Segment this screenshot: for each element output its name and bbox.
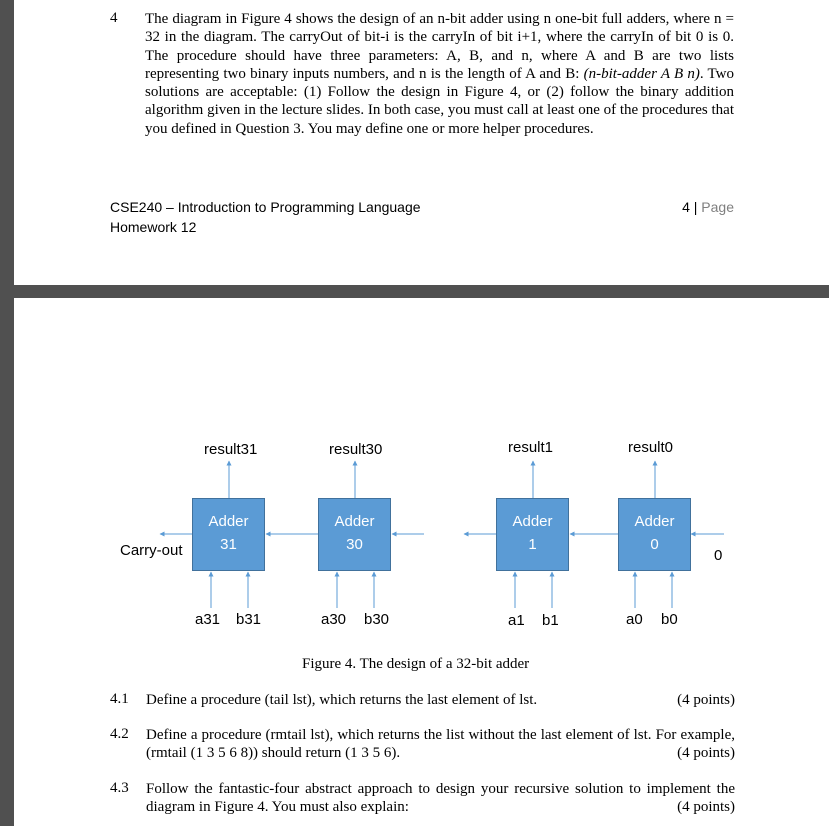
adder-block-31: [192, 498, 265, 571]
input-label-a1: a1: [508, 612, 525, 629]
subquestion-number-4-2: 4.2: [110, 726, 129, 742]
adder-name: Adder: [334, 513, 375, 530]
input-label-b0: b0: [661, 611, 678, 628]
footer-page-number: [682, 199, 734, 215]
input-label-b31: b31: [236, 611, 262, 628]
subquestion-number-4-1: 4.1: [110, 691, 129, 707]
subquestion-number-4-3: 4.3: [110, 780, 129, 796]
input-label-a30: a30: [321, 611, 347, 628]
subquestion-4-3: [146, 780, 735, 816]
subquestion-points: (4 points): [677, 692, 735, 708]
question-number: 4: [110, 10, 118, 26]
adder-diagram-wires: [14, 298, 829, 658]
result-label-31: result31: [204, 441, 258, 458]
input-label-b1: b1: [542, 612, 559, 629]
adder-name: Adder: [208, 513, 249, 530]
adder-name: Adder: [512, 513, 553, 530]
subquestion-4-1: [146, 691, 735, 709]
footer-homework: Homework 12: [110, 219, 197, 235]
adder-block-30: [318, 498, 391, 571]
question-text-part-b: . Two solutions are acceptable: (1) Follow the design in Figure 4, or (2) follow the binary addition algorithm given in the lecture slides. In both case, you must call at least one of the procedures that you defined in Question 3. You may define one or more helper procedures.: [145, 65, 734, 137]
adder-index: 31: [220, 536, 237, 553]
carry-in-value: 0: [714, 547, 723, 564]
input-label-a0: a0: [626, 611, 643, 628]
procedure-signature: (n-bit-adder A B n): [583, 65, 700, 82]
subquestion-4-2: [146, 726, 735, 762]
question-text: [145, 10, 734, 138]
footer-course-title: CSE240 – Introduction to Programming Language: [110, 199, 421, 215]
adder-name: Adder: [634, 513, 675, 530]
page-number-value: 4: [682, 199, 690, 215]
adder-index: 0: [650, 536, 659, 553]
question-text-part-a: The diagram in Figure 4 shows the design of an n-bit adder using n one-bit full adders, where n = 32 in the diagram. The carryOut of bit-i is the carryIn of bit i+1, where the carryIn of bit 0 is 0. The procedure should have three parameters: A, B, and n, where A and B are two lists representing two binary inputs numbers, and n is the length of A and B:: [145, 11, 734, 82]
adder-block-1: [496, 498, 569, 571]
result-label-0: result0: [628, 439, 674, 456]
adder-index: 30: [346, 536, 363, 553]
input-label-b30: b30: [364, 611, 390, 628]
subquestion-text: Follow the fantastic-four abstract approach to design your recursive solution to implement the diagram in Figure 4. You must also explain:: [146, 781, 735, 815]
adder-index: 1: [528, 536, 537, 553]
subquestion-text: Define a procedure (tail lst), which returns the last element of lst.: [146, 692, 538, 708]
input-label-a31: a31: [195, 611, 221, 628]
page-number-separator: |: [689, 199, 702, 215]
result-label-1: result1: [508, 439, 554, 456]
subquestion-points: (4 points): [677, 745, 735, 761]
subquestion-text: Define a procedure (rmtail lst), which returns the list without the last element of lst. For example, (rmtail (1 3 5 6 8)) should return (1 3 5 6).: [146, 727, 735, 761]
document-page-bottom: [14, 298, 829, 826]
figure-caption: Figure 4. The design of a 32-bit adder: [302, 656, 530, 672]
page-word: Page: [701, 199, 734, 215]
subquestion-points: (4 points): [677, 799, 735, 815]
carry-out-label: Carry-out: [120, 542, 183, 559]
result-label-30: result30: [329, 441, 383, 458]
document-page-top: [14, 0, 829, 285]
adder-block-0: [618, 498, 691, 571]
